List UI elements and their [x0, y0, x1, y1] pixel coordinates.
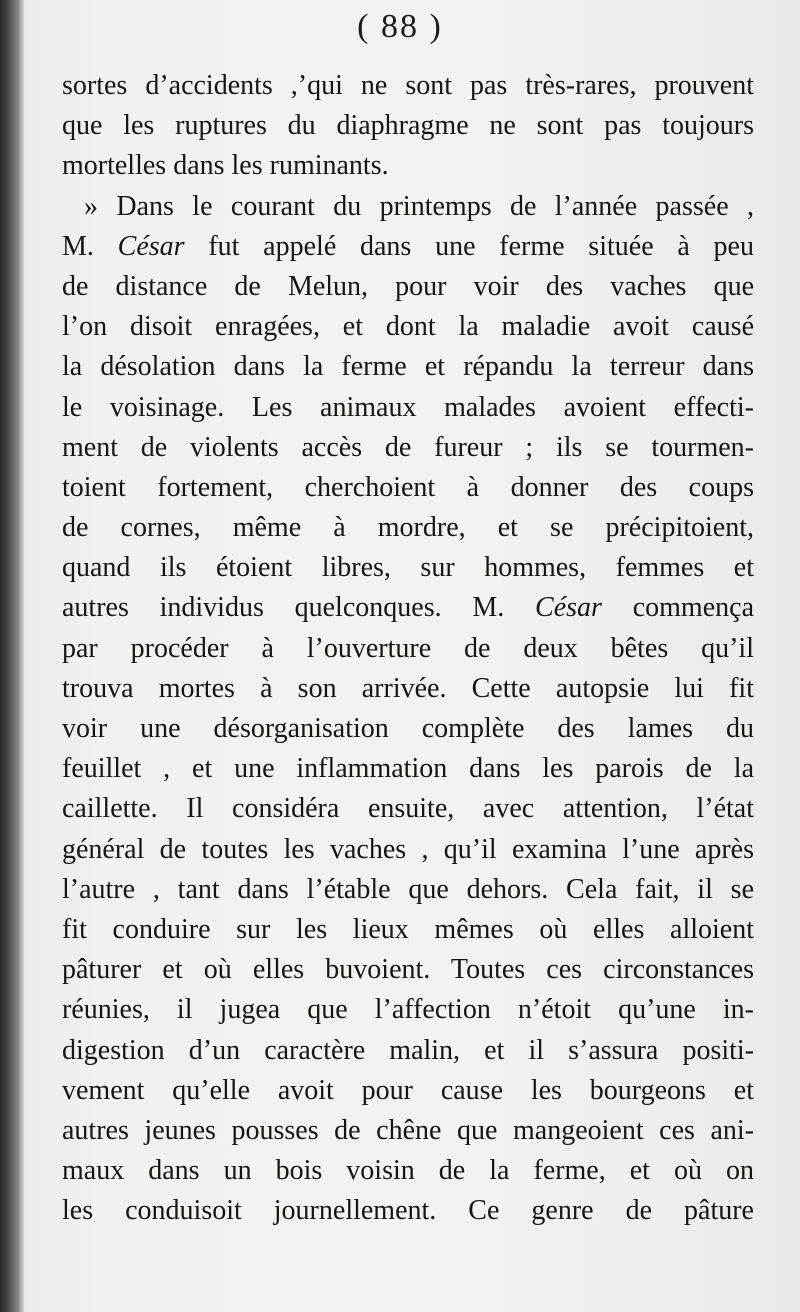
page-number: ( 88 ): [357, 8, 443, 45]
text-line: par procéder à l’ouverture de deux bêtes qu’il: [62, 632, 754, 664]
text-line: fit conduire sur les lieux mêmes où elles alloient: [62, 913, 754, 945]
text-line: trouva mortes à son arrivée. Cette autopsie lui fit: [62, 672, 754, 704]
text-line: feuillet , et une inflammation dans les parois de la: [62, 753, 754, 785]
text-line: toient fortement, cherchoient à donner des coups: [62, 471, 754, 503]
text-line: maux dans un bois voisin de la ferme, et où on: [62, 1155, 754, 1187]
page-binding-shadow: [0, 0, 24, 1312]
text-segment: autres individus quelconques. M.: [62, 592, 536, 624]
text-line: la désolation dans la ferme et répandu la terreur dans: [62, 351, 754, 383]
text-line: vement qu’elle avoit pour cause les bourgeons et: [62, 1074, 754, 1106]
text-line: de distance de Melun, pour voir des vaches que: [62, 270, 754, 302]
text-line: voir une désorganisation complète des lames du: [62, 713, 754, 744]
text-line: » Dans le courant du printemps de l’année passée ,: [84, 190, 754, 222]
text-line: l’autre , tant dans l’étable que dehors. Cela fait, il se: [62, 873, 754, 905]
italic-name: César: [117, 230, 185, 262]
text-line: l’on disoit enragées, et dont la maladie avoit causé: [62, 311, 754, 343]
text-segment: M.: [62, 230, 118, 262]
text-line: [62, 227, 754, 267]
text-line: de cornes, même à mordre, et se précipitoient,: [62, 512, 754, 544]
text-segment: fut appelé dans une ferme située à peu: [184, 230, 754, 262]
text-line: réunies, il jugea que l’affection n’étoit qu’une in-: [62, 994, 754, 1026]
italic-name: César: [535, 592, 602, 624]
text-line: général de toutes les vaches , qu’il examina l’une après: [62, 833, 754, 865]
text-segment: commença: [601, 592, 754, 624]
text-line: autres jeunes pousses de chêne que mangeoient ces ani-: [62, 1114, 754, 1146]
text-line: [62, 588, 754, 628]
text-line: mortelles dans les ruminants.: [62, 150, 389, 182]
text-line: caillette. Il considéra ensuite, avec attention, l’état: [62, 793, 754, 825]
text-line: quand ils étoient libres, sur hommes, femmes et: [62, 552, 754, 584]
text-line: les conduisoit journellement. Ce genre de pâture: [62, 1195, 754, 1227]
text-line: pâturer et où elles buvoient. Toutes ces circonstances: [62, 954, 754, 986]
text-line: ment de violents accès de fureur ; ils se tourmen-: [62, 431, 754, 463]
text-line: digestion d’un caractère malin, et il s’assura positi-: [62, 1034, 754, 1066]
body-text: [62, 66, 754, 1231]
text-line: sortes d’accidents ,’qui ne sont pas très-rares, prouvent: [62, 70, 754, 101]
text-line: le voisinage. Les animaux malades avoient effecti-: [62, 391, 754, 423]
text-line: que les ruptures du diaphragme ne sont pas toujours: [62, 110, 754, 142]
